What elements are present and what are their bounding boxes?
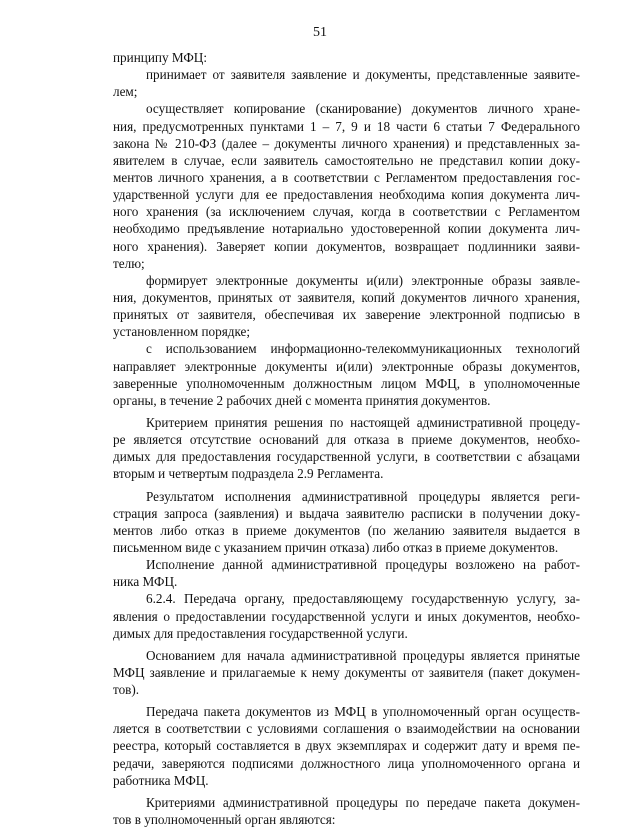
text-line: с использованием информационно-телекоммуникационных технологий	[146, 341, 580, 357]
text-line: Передача пакета документов из МФЦ в уполномоченный орган осуществ-	[146, 704, 580, 720]
paragraph	[113, 647, 580, 698]
text-line: ного хранения (за исключением случая, когда в соответствии с Регламентом	[113, 204, 580, 220]
text-line: органы, в течение 2 рабочих дней с момента принятия документов.	[113, 392, 491, 408]
text-line: Результатом исполнения административной процедуры является реги-	[146, 488, 580, 504]
text-line: принимает от заявителя заявление и документы, представленные заявите-	[146, 67, 580, 83]
text-line: ного хранения). Заверяет копии документов, возвращает подлинники заяви-	[113, 238, 580, 254]
text-line: тов в уполномоченный орган являются:	[113, 812, 336, 828]
paragraph	[113, 556, 580, 590]
text-line: лем;	[113, 84, 138, 100]
text-line: Критерием принятия решения по настоящей административной процеду-	[146, 414, 580, 430]
paragraph	[113, 100, 580, 271]
text-line: Основанием для начала административной процедуры является принятые	[146, 647, 580, 663]
paragraph	[113, 340, 580, 409]
page-number: 51	[313, 25, 327, 40]
text-line: ляется в соответствии с условиями соглашения о взаимодействии на основании	[113, 721, 580, 737]
text-line: письменном виде с указанием причин отказа) либо отказ в приеме документов.	[113, 539, 559, 555]
paragraph	[113, 414, 580, 483]
document-body	[113, 49, 580, 828]
text-line: димых для предоставления государственной услуги, в соответствии с абзацами	[113, 449, 580, 465]
paragraph	[113, 66, 580, 100]
text-line: необходимо предъявление нотариально удостоверенной копии документа лич-	[113, 221, 580, 237]
text-line: реестра, который составляется в двух экземплярах и содержит дату и время пе-	[113, 738, 580, 754]
text-line: установленном порядке;	[113, 324, 251, 340]
text-line: Исполнение данной административной процедуры возложено на работ-	[146, 557, 580, 573]
text-line: редачи, заверяются подписями должностного лица уполномоченного органа и	[113, 755, 580, 771]
text-line: телю;	[113, 255, 145, 271]
text-line: закона № 210-ФЗ (далее – документы личного хранения) и представленных за-	[113, 135, 580, 151]
text-line: явления о предоставлении государственной услуги и иных документов, необхо-	[113, 608, 580, 624]
text-line: ника МФЦ.	[113, 574, 178, 590]
paragraph	[113, 49, 580, 66]
text-line: принятых от заявителя, обеспечивая их заверение электронной подписью в	[113, 307, 580, 323]
text-line: ментов личного хранения, а в соответствии с Регламентом предоставления гос-	[113, 169, 580, 185]
text-line: 6.2.4. Передача органу, предоставляющему государственную услугу, за-	[146, 591, 580, 607]
paragraph	[113, 590, 580, 641]
text-line: МФЦ заявление и прилагаемые к нему документы от заявителя (пакет докумен-	[113, 664, 580, 680]
text-line: принципу МФЦ:	[113, 50, 207, 65]
paragraph	[113, 794, 580, 828]
text-line: страция запроса (заявления) и выдача заявителю расписки в получении доку-	[113, 505, 580, 521]
text-line: вторым и четвертым подраздела 2.9 Регламента.	[113, 466, 384, 482]
text-line: заверенные уполномоченным должностным лицом МФЦ, в уполномоченные	[113, 375, 580, 391]
text-line: ния, предусмотренных пунктами 1 – 7, 9 и 18 части 6 статьи 7 Федерального	[113, 118, 580, 134]
paragraph	[113, 272, 580, 341]
text-line: работника МФЦ.	[113, 772, 209, 788]
text-line: ре является отсутствие оснований для отказа в приеме документов, необхо-	[113, 432, 580, 448]
text-line: ударственной услуги для ее предоставления необходима копия документа лич-	[113, 187, 580, 203]
text-line: Критериями административной процедуры по передаче пакета докумен-	[146, 794, 580, 810]
text-line: ментов либо отказ в приеме документов (по желанию заявителя выдается в	[113, 522, 580, 538]
text-line: димых для предоставления государственной услуги.	[113, 625, 408, 641]
text-line: явителем в случае, если заявитель самостоятельно не представил копии доку-	[113, 152, 580, 168]
text-line: направляет электронные документы и(или) электронные образы документов,	[113, 358, 580, 374]
text-line: ния, документов, принятых от заявителя, копий документов личного хранения,	[113, 289, 580, 305]
paragraph	[113, 488, 580, 557]
text-line: формирует электронные документы и(или) электронные образы заявле-	[146, 272, 580, 288]
text-line: осуществляет копирование (сканирование) документов личного хране-	[146, 101, 580, 117]
text-line: тов).	[113, 682, 140, 698]
paragraph	[113, 703, 580, 789]
